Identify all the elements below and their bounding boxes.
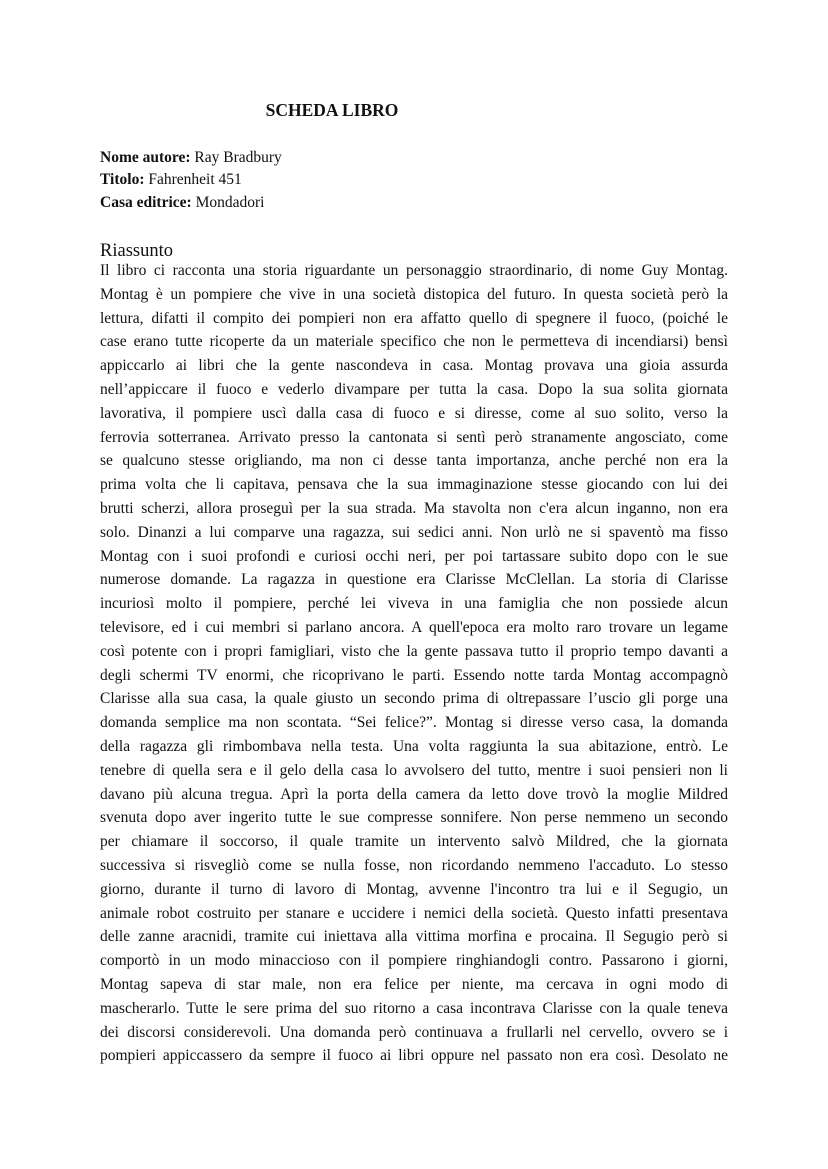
text-line: Montag è un pompiere che vive in una società distopica del futuro. In questa società però la — [100, 285, 728, 303]
text-line: televisore, ed i cui membri si parlano ancora. A quell'epoca era molto raro trovare un legame — [100, 618, 728, 636]
meta-label: Nome autore: — [100, 149, 191, 166]
text-line: brutti scherzi, allora proseguì per la sua strada. Ma stavolta non c'era alcun inganno, non era — [100, 499, 728, 517]
text-line: lettura, difatti il compito dei pompieri non era affatto quello di spegnere il fuoco, (poiché le — [100, 309, 728, 327]
meta-publisher — [100, 194, 264, 212]
text-line: animale robot costruito per stanare e uccidere i nemici della società. Questo infatti presentava — [100, 904, 728, 922]
text-line: dei discorsi considerevoli. Una domanda però continuava a frullarli nel cervello, ovvero se i — [100, 1023, 728, 1041]
text-line: ferrovia sotterranea. Arrivato presso la cantonata si sentì però stranamente angosciato, come — [100, 428, 728, 446]
text-line: comportò in un modo minaccioso con il pompiere ringhiandogli contro. Passarono i giorni, — [100, 952, 728, 970]
meta-author — [100, 149, 282, 167]
text-line: Clarisse alla sua casa, la quale giusto un secondo prima di oltrepassare l’uscio gli porge una — [100, 690, 728, 708]
text-line: Montag con i suoi profondi e curiosi occhi neri, per poi tartassare subito dopo con le sue — [100, 547, 728, 565]
text-line: prima volta che li capitava, pensava che la sua immaginazione stesse giocando con lui dei — [100, 476, 728, 494]
meta-value: Ray Bradbury — [194, 149, 282, 166]
section-heading: Riassunto — [100, 241, 173, 261]
text-line: successiva si risvegliò come se nulla fosse, non ricordando nemmeno l'accaduto. Lo stesso — [100, 856, 728, 874]
text-line: solo. Dinanzi a lui comparve una ragazza, sui sedici anni. Non urlò ne si spaventò ma fisso — [100, 523, 728, 541]
text-line: pompieri appiccassero da sempre il fuoco ai libri oppure nel passato non era così. Desolato ne — [100, 1047, 728, 1065]
text-line: così potente con i propri famigliari, visto che la gente passava tutto il proprio tempo davanti a — [100, 642, 728, 660]
text-line: case erano tutte ricoperte da un materiale specifico che non le permetteva di incendiarsi) bensì — [100, 333, 728, 351]
text-line: nell’appiccare il fuoco e vederlo divampare per tutta la casa. Dopo la sua solita giornata — [100, 380, 728, 398]
text-line: appiccarlo ai libri che la gente nascondeva in casa. Montag provava una gioia assurda — [100, 357, 728, 375]
text-line: svenuta dopo aver ingerito tutte le sue compresse sonnifere. Non perse nemmeno un secondo — [100, 809, 728, 827]
text-line: numerose domande. La ragazza in questione era Clarisse McClellan. La storia di Clarisse — [100, 571, 728, 589]
text-line: della ragazza gli rimbombava nella testa. Una volta raggiunta la sua abitazione, entrò. Le — [100, 737, 728, 755]
meta-value: Fahrenheit 451 — [148, 171, 242, 188]
meta-label: Titolo: — [100, 171, 145, 188]
text-line: davano più alcuna tregua. Aprì la porta della camera da letto dove trovò la moglie Mildred — [100, 785, 728, 803]
text-line: per chiamare il soccorso, il quale tramite un intervento salvò Mildred, che la giornata — [100, 833, 728, 851]
text-line: domanda semplice ma non scontata. “Sei felice?”. Montag si diresse verso casa, la domanda — [100, 714, 728, 732]
meta-title — [100, 171, 242, 189]
text-line: degli schermi TV enormi, che ricoprivano le parti. Essendo notte tarda Montag accompagnò — [100, 666, 728, 684]
meta-label: Casa editrice: — [100, 194, 192, 211]
summary-paragraph — [100, 259, 728, 1068]
text-line: tenebre di quella sera e il gelo della casa lo avvolsero del tutto, mentre i suoi pensieri non li — [100, 761, 728, 779]
text-line: mascherarlo. Tutte le sere prima del suo ritorno a casa incontrava Clarisse con la quale teneva — [100, 999, 728, 1017]
text-line: Il libro ci racconta una storia riguardante un personaggio straordinario, di nome Guy Montag. — [100, 262, 728, 279]
text-line: giorno, durante il turno di lavoro di Montag, avvenne l'incontro tra lui e il Segugio, un — [100, 880, 728, 898]
text-line: se qualcuno stesse origliando, ma non ci desse tanta importanza, anche perché non era la — [100, 452, 728, 470]
meta-value: Mondadori — [195, 194, 265, 211]
text-line: delle zanne aracnidi, tramite cui iniettava alla vittima morfina e procaina. Il Segugio però si — [100, 928, 728, 946]
text-line: lavorativa, il pompiere uscì dalla casa di fuoco e si diresse, come al suo solito, verso la — [100, 404, 728, 422]
text-line: incuriosì molto il pompiere, perché lei viveva in una famiglia che non possiede alcun — [100, 595, 728, 613]
document-title: SCHEDA LIBRO — [265, 100, 399, 120]
text-line: Montag sapeva di star male, non era felice per niente, ma cercava in ogni modo di — [100, 975, 728, 993]
